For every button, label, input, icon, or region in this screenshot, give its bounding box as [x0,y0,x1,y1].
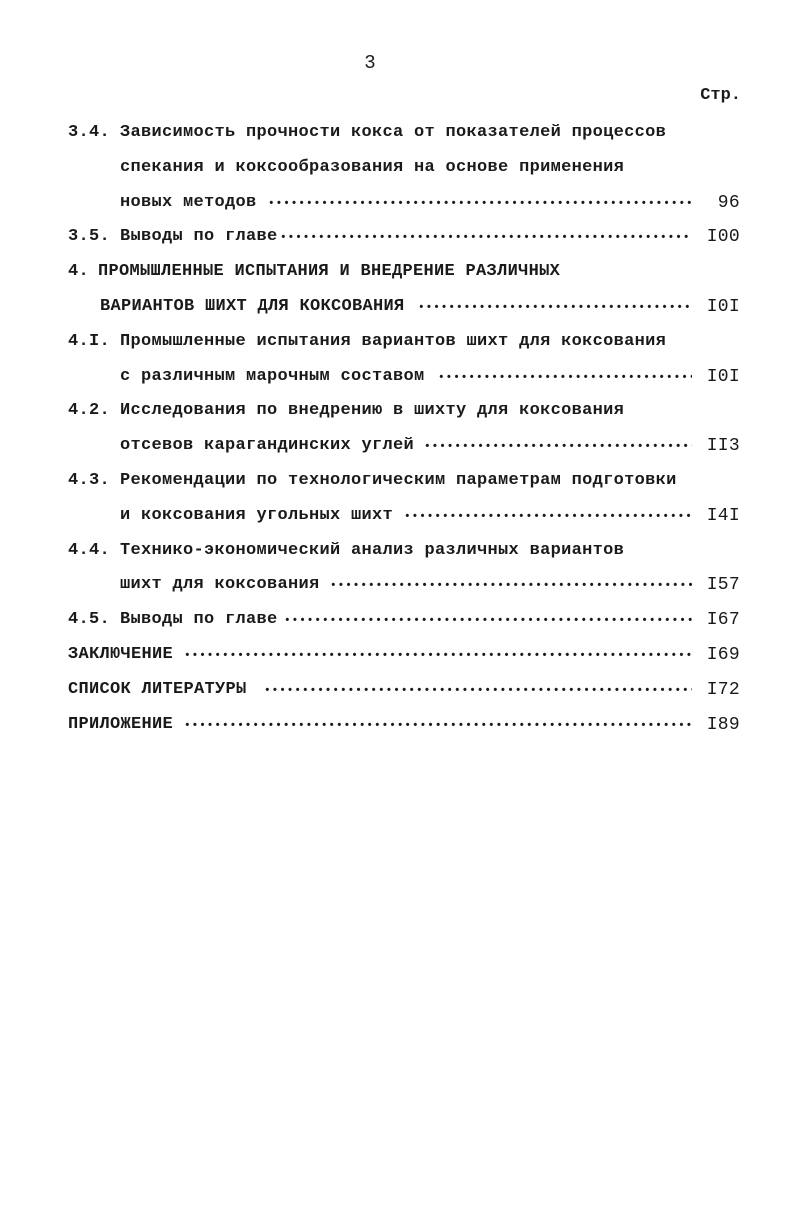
toc-entry-4-line-2 [68,290,740,325]
toc-entry-3-4-line-1 [68,116,740,151]
toc-entry-number: 4.3. [68,470,111,490]
toc-entry-page: I72 [706,679,740,700]
toc-entry-bibliography [68,673,740,708]
toc-entry-4-3-line-2 [68,499,740,534]
toc-entry-4-1-line-1 [68,325,740,360]
toc-entry-title: отсевов карагандинских углей [120,436,415,456]
toc-entry-title: Выводы по главе [120,227,278,247]
toc-entry-number: 4. [68,262,90,282]
dot-leader [284,603,692,638]
toc-entry-title: с различным марочным составом [120,366,425,386]
toc-entry-title: Промышленные испытания вариантов шихт для коксования [120,331,667,351]
page-column-header: Стр. [700,86,741,105]
toc-entry-4-5 [68,603,740,638]
toc-entry-page: I4I [706,505,740,526]
toc-entry-title: и коксования угольных шихт [120,505,394,525]
toc-entry-page: 96 [717,192,740,213]
dot-leader [268,186,692,221]
toc-entry-page: I0I [706,366,740,387]
toc-entry-number: 4.I. [68,331,111,351]
toc-entry-page: I69 [706,644,740,665]
dot-leader [280,220,692,255]
toc-entry-title: новых методов [120,192,257,212]
dot-leader [404,499,692,534]
toc-entry-title: Выводы по главе [120,610,278,630]
toc-entry-title: Исследования по внедрению в шихту для коксования [120,401,625,421]
toc-entry-appendix [68,708,740,743]
toc-entry-page: I0I [706,296,740,317]
toc-entry-4-4-line-1 [68,534,740,569]
toc-entry-page: I67 [706,610,740,631]
toc-entry-title: ПРОМЫШЛЕННЫЕ ИСПЫТАНИЯ И ВНЕДРЕНИЕ РАЗЛИЧНЫХ [98,262,561,282]
table-of-contents [68,116,740,742]
dot-leader [264,673,692,708]
toc-entry-title: Технико-экономический анализ различных вариантов [120,540,625,560]
toc-entry-page: I00 [706,227,740,248]
toc-entry-4-2-line-1 [68,394,740,429]
toc-entry-number: 4.5. [68,610,111,630]
toc-entry-title: Зависимость прочности кокса от показателей процессов [120,123,667,142]
toc-entry-3-4-line-3 [68,186,740,221]
toc-entry-page: II3 [706,436,740,457]
toc-entry-title: ЗАКЛЮЧЕНИЕ [68,644,174,664]
toc-entry-number: 3.5. [68,227,111,247]
toc-entry-title: спекания и коксообразования на основе применения [120,157,625,177]
toc-entry-3-5 [68,220,740,255]
toc-entry-title: ВАРИАНТОВ ШИХТ ДЛЯ КОКСОВАНИЯ [100,296,405,316]
dot-leader [424,429,692,464]
toc-entry-4-2-line-2 [68,429,740,464]
toc-entry-title: ПРИЛОЖЕНИЕ [68,714,174,734]
toc-entry-title: Рекомендации по технологическим параметрам подготовки [120,470,677,490]
dot-leader [330,568,692,603]
dot-leader [438,360,692,395]
toc-entry-4-1-line-2 [68,360,740,395]
toc-entry-title: СПИСОК ЛИТЕРАТУРЫ [68,679,247,699]
dot-leader [418,290,692,325]
toc-entry-number: 4.2. [68,401,111,421]
page-number: 3 [364,52,376,74]
toc-entry-page: I57 [706,575,740,596]
dot-leader [184,638,692,673]
dot-leader [184,708,692,743]
toc-entry-number: 3.4. [68,123,111,142]
toc-entry-4-4-line-2 [68,568,740,603]
toc-entry-title: шихт для коксования [120,575,320,595]
toc-entry-4-line-1 [68,255,740,290]
toc-entry-page: I89 [706,714,740,735]
toc-entry-4-3-line-1 [68,464,740,499]
toc-entry-3-4-line-2 [68,151,740,186]
toc-entry-number: 4.4. [68,540,111,560]
toc-entry-conclusion [68,638,740,673]
